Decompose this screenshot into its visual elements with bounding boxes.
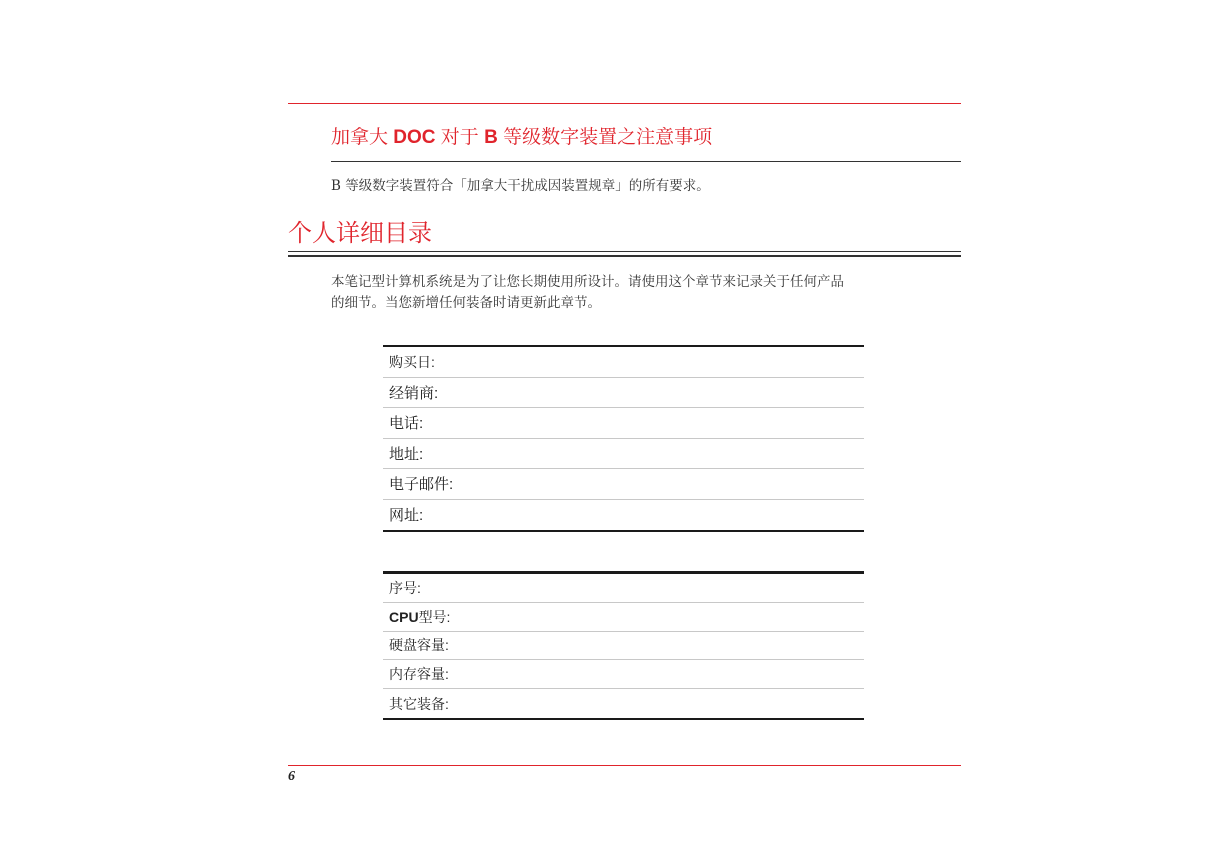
section-title-b: B xyxy=(484,127,498,148)
section-title-rule xyxy=(331,161,961,162)
section-title xyxy=(331,122,712,149)
serial-number-field: 序号: xyxy=(383,574,864,603)
section-title-prefix: 加拿大 xyxy=(331,127,394,148)
page-number: 6 xyxy=(288,769,295,784)
cpu-model-label: 型号: xyxy=(418,608,451,625)
dealer-field: 经销商: xyxy=(383,378,864,409)
table-bottom-border xyxy=(383,530,864,532)
other-equipment-field: 其它装备: xyxy=(389,695,449,712)
table-bottom-border xyxy=(383,718,864,720)
section-title-doc: DOC xyxy=(393,127,436,148)
section-title-suffix: 等级数字装置之注意事项 xyxy=(497,127,713,148)
section-body: B 等级数字装置符合「加拿大干扰成因装置规章」的所有要求。 xyxy=(331,178,710,194)
chapter-title-rule xyxy=(288,251,961,257)
phone-field: 电话: xyxy=(383,408,864,439)
footer-rule xyxy=(288,765,961,766)
chapter-title: 个人详细目录 xyxy=(288,220,432,247)
chapter-intro-line-1: 本笔记型计算机系统是为了让您长期使用所设计。请使用这个章节来记录关于任何产品 xyxy=(331,274,844,290)
cpu-model-field xyxy=(383,603,864,632)
email-field: 电子邮件: xyxy=(383,469,864,500)
hard-disk-capacity-field: 硬盘容量: xyxy=(383,632,864,661)
header-rule xyxy=(288,103,961,104)
chapter-intro-line-2: 的细节。当您新增任何装备时请更新此章节。 xyxy=(331,295,601,311)
chapter-intro xyxy=(331,272,844,314)
memory-capacity-field: 内存容量: xyxy=(383,660,864,689)
purchase-date-field: 购买日: xyxy=(383,347,864,378)
section-title-mid: 对于 xyxy=(435,127,485,148)
cpu-label: CPU xyxy=(389,608,419,625)
address-field: 地址: xyxy=(383,439,864,470)
system-info-table xyxy=(383,571,864,720)
website-field: 网址: xyxy=(389,507,424,525)
purchase-info-table xyxy=(383,345,864,532)
